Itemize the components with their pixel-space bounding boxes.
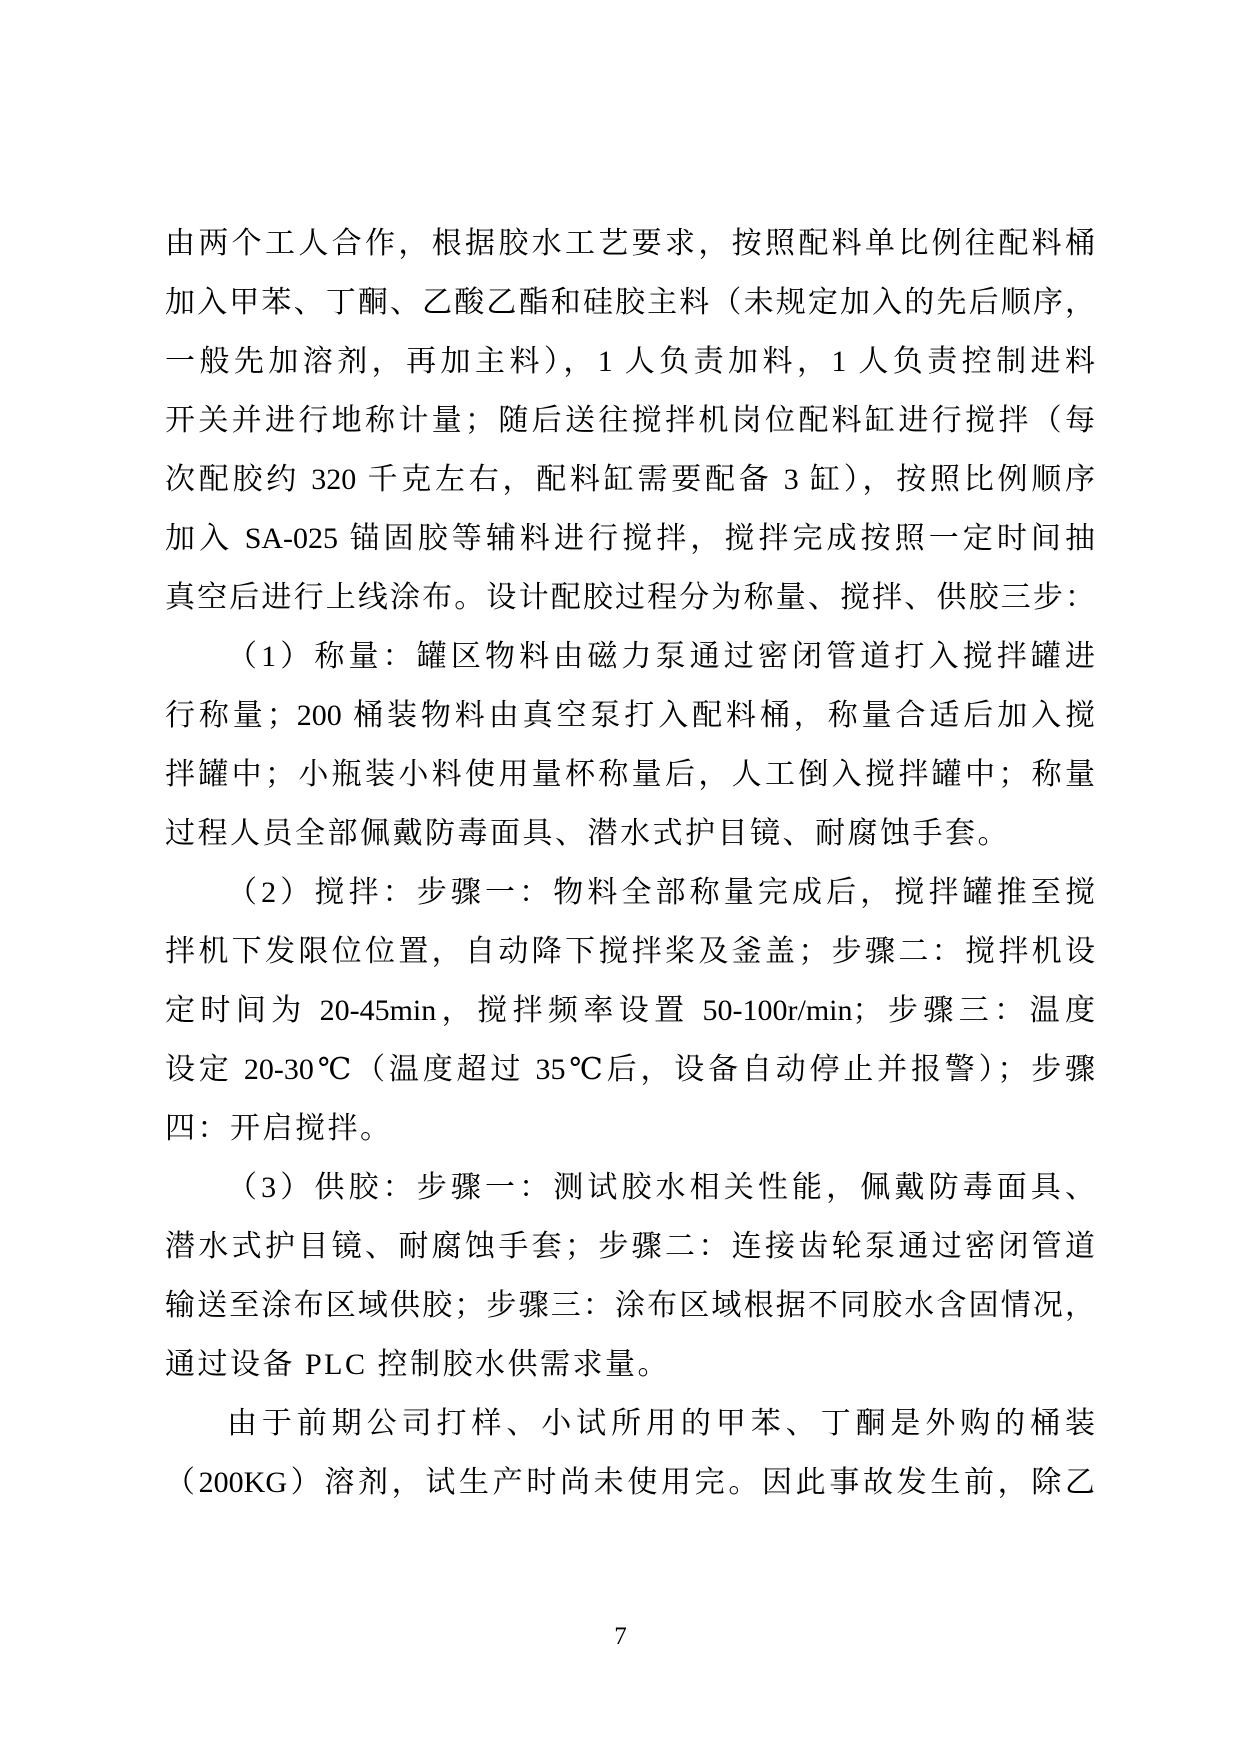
text-line: 加入甲苯、丁酮、乙酸乙酯和硅胶主料（未规定加入的先后顺序，	[165, 286, 1095, 319]
paragraph-2-weighing	[165, 627, 1095, 863]
text-line: 由于前期公司打样、小试所用的甲苯、丁酮是外购的桶装	[227, 1407, 1095, 1440]
paragraph-1	[165, 214, 1095, 627]
text-line: 真空后进行上线涂布。设计配胶过程分为称量、搅拌、供胶三步：	[165, 581, 1095, 614]
text-line: 开关并进行地称计量；随后送往搅拌机岗位配料缸进行搅拌（每	[165, 404, 1095, 437]
text-line: 潜水式护目镜、耐腐蚀手套；步骤二：连接齿轮泵通过密闭管道	[165, 1230, 1095, 1263]
paragraph-5	[165, 1394, 1095, 1512]
text-line: 输送至涂布区域供胶；步骤三：涂布区域根据不同胶水含固情况，	[165, 1289, 1095, 1322]
text-line: 由两个工人合作，根据胶水工艺要求，按照配料单比例往配料桶	[165, 227, 1095, 260]
body-text	[165, 214, 1095, 1512]
paragraph-4-glue-supply	[165, 1158, 1095, 1394]
text-line: （1）称量：罐区物料由磁力泵通过密闭管道打入搅拌罐进	[227, 640, 1095, 673]
text-line: 设定 20-30℃（温度超过 35℃后，设备自动停止并报警）；步骤	[165, 1053, 1095, 1086]
text-line: 拌罐中；小瓶装小料使用量杯称量后，人工倒入搅拌罐中；称量	[165, 758, 1095, 791]
text-line: 次配胶约 320 千克左右，配料缸需要配备 3 缸），按照比例顺序	[165, 463, 1095, 496]
text-line: 定时间为 20-45min，搅拌频率设置 50-100r/min；步骤三：温度	[165, 994, 1095, 1027]
text-line: 行称量；200 桶装物料由真空泵打入配料桶，称量合适后加入搅	[165, 699, 1095, 732]
page-number: 7	[614, 1623, 627, 1650]
text-line: （3）供胶：步骤一：测试胶水相关性能，佩戴防毒面具、	[227, 1171, 1095, 1204]
paragraph-3-mixing	[165, 863, 1095, 1158]
text-line: 加入 SA-025 锚固胶等辅料进行搅拌，搅拌完成按照一定时间抽	[165, 522, 1095, 555]
text-line: 拌机下发限位位置，自动降下搅拌桨及釜盖；步骤二：搅拌机设	[165, 935, 1095, 968]
text-line: 通过设备 PLC 控制胶水供需求量。	[165, 1348, 671, 1381]
text-line: （200KG）溶剂，试生产时尚未使用完。因此事故发生前，除乙	[165, 1466, 1095, 1499]
text-line: 四：开启搅拌。	[165, 1112, 393, 1145]
text-line: 一般先加溶剂，再加主料），1 人负责加料，1 人负责控制进料	[165, 345, 1095, 378]
text-line: 过程人员全部佩戴防毒面具、潜水式护目镜、耐腐蚀手套。	[165, 817, 1010, 850]
text-line: （2）搅拌：步骤一：物料全部称量完成后，搅拌罐推至搅	[227, 876, 1095, 909]
